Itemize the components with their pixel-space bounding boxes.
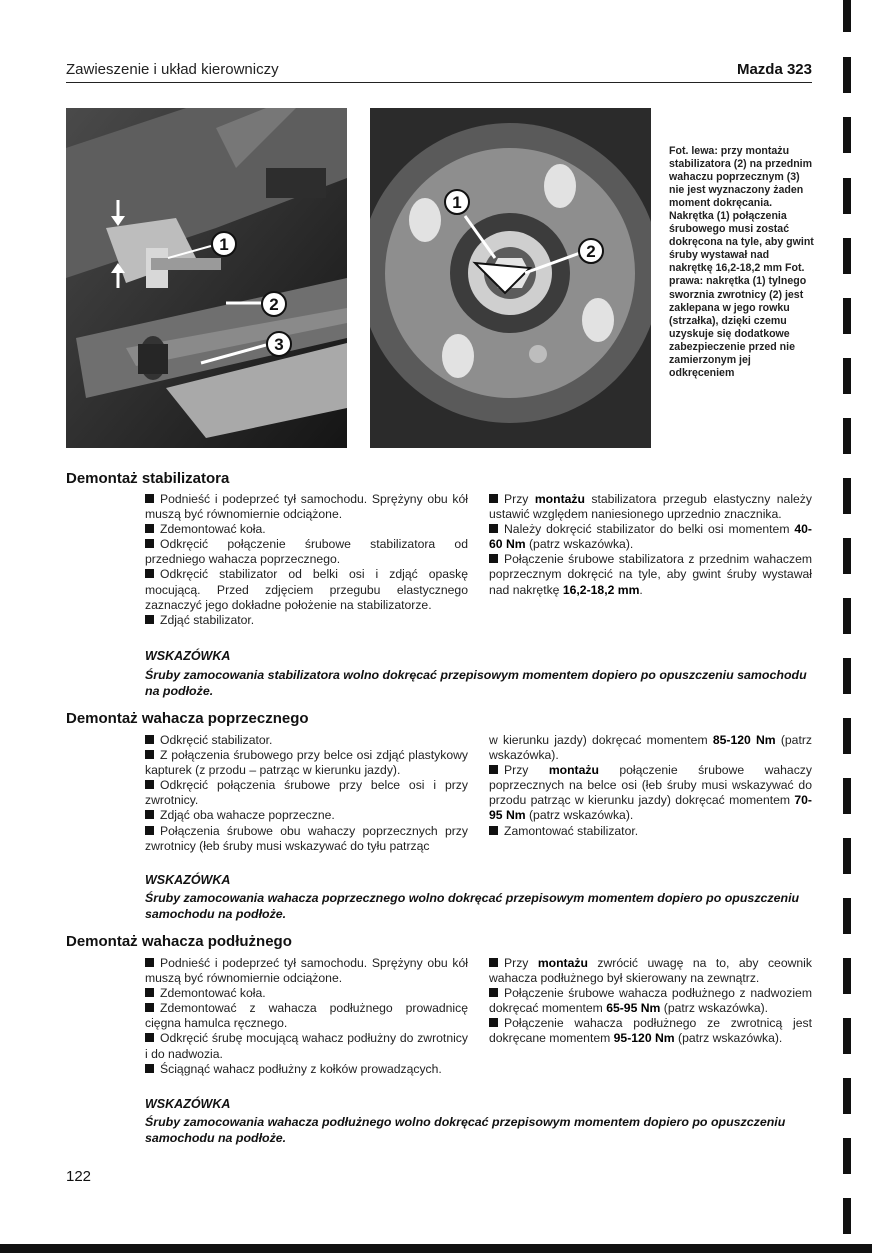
page-number: 122 <box>66 1168 92 1185</box>
note-label: WSKAZÓWKA <box>145 873 231 887</box>
edge-bar <box>843 178 851 214</box>
callout-label: 2 <box>586 242 596 261</box>
bullet-square-icon <box>145 810 154 819</box>
edge-bar <box>843 598 851 634</box>
bullet-item: Zdemontować koła. <box>145 986 468 1001</box>
bullet-item: Podnieść i podeprzeć tył samochodu. Sprężyny obu kół muszą być równomiernie odciążone. <box>145 956 468 986</box>
edge-bar <box>843 1018 851 1054</box>
bullet-item: Odkręcić śrubę mocującą wahacz podłużny do zwrotnicy i do nadwozia. <box>145 1031 468 1061</box>
bullet-item: Ściągnąć wahacz podłużny z kołków prowadzących. <box>145 1062 468 1077</box>
edge-bar <box>843 358 851 394</box>
bullet-item: Należy dokręcić stabilizator do belki osi momentem 40-60 Nm (patrz wskazówka). <box>489 522 812 552</box>
bullet-item: Odkręcić stabilizator. <box>145 733 468 748</box>
bullet-square-icon <box>145 1003 154 1012</box>
edge-bar <box>843 838 851 874</box>
section-left-column <box>145 956 468 1077</box>
bullet-square-icon <box>145 780 154 789</box>
section-title: Demontaż wahacza podłużnego <box>66 933 292 950</box>
bullet-square-icon <box>145 1033 154 1042</box>
edge-bar <box>843 478 851 514</box>
running-header-model: Mazda 323 <box>736 61 812 78</box>
bullet-item: Zdjąć stabilizator. <box>145 613 468 628</box>
edge-bar <box>843 238 851 274</box>
photo-stabilizer-mount-drawing <box>66 108 347 448</box>
photo-hub-nut <box>370 108 651 448</box>
photo-hub-nut-drawing <box>370 108 651 448</box>
bullet-item: Zdemontować z wahacza podłużnego prowadnicę cięgna hamulca ręcznego. <box>145 1001 468 1031</box>
bottom-edge-bar <box>0 1244 872 1253</box>
bullet-square-icon <box>145 569 154 578</box>
bullet-square-icon <box>145 988 154 997</box>
bullet-item: Połączenie śrubowe wahacza podłużnego z nadwoziem dokręcać momentem 65-95 Nm (patrz wskazówka). <box>489 986 812 1016</box>
edge-bar <box>843 1198 851 1234</box>
callout-label: 1 <box>452 193 462 212</box>
note-text: Śruby zamocowania wahacza poprzecznego wolno dokręcać przepisowym momentem dopiero po opuszczeniu samochodu na podłoże. <box>145 891 800 921</box>
callout-label: 1 <box>219 235 229 254</box>
bullet-item: Połączenie śrubowe stabilizatora z przednim wahaczem poprzecznym dokręcić na tyle, aby gwint śruby wystawał nad nakrętkę 16,2-18,2 mm. <box>489 552 812 597</box>
note-label: WSKAZÓWKA <box>145 1097 231 1111</box>
bullet-square-icon <box>145 750 154 759</box>
bullet-square-icon <box>489 958 498 967</box>
edge-bar <box>843 117 851 153</box>
bullet-square-icon <box>145 539 154 548</box>
edge-bar <box>843 298 851 334</box>
bullet-square-icon <box>145 1064 154 1073</box>
edge-bar <box>843 658 851 694</box>
bullet-square-icon <box>489 988 498 997</box>
bullet-square-icon <box>489 1018 498 1027</box>
bullet-square-icon <box>489 554 498 563</box>
section-right-column <box>489 492 812 598</box>
note-label: WSKAZÓWKA <box>145 649 231 663</box>
section-right-column <box>489 956 812 1047</box>
bullet-square-icon <box>145 615 154 624</box>
bullet-square-icon <box>145 958 154 967</box>
bullet-square-icon <box>145 494 154 503</box>
bullet-item: Podnieść i podeprzeć tył samochodu. Sprężyny obu kół muszą być równomiernie odciążone. <box>145 492 468 522</box>
edge-bar <box>843 418 851 454</box>
bullet-item: Zdemontować koła. <box>145 522 468 537</box>
edge-bar <box>843 0 851 32</box>
bullet-square-icon <box>489 826 498 835</box>
section-title: Demontaż wahacza poprzecznego <box>66 710 309 727</box>
section-right-column <box>489 733 812 839</box>
bullet-item: Przy montażu połączenie śrubowe wahaczy poprzecznych na belce osi (łeb śruby musi wskazywać do przodu patrząc w kierunku jazdy) dokręcać momentem 70-95 Nm (patrz wskazówka). <box>489 763 812 823</box>
bullet-item: Odkręcić połączenie śrubowe stabilizatora od przedniego wahacza poprzecznego. <box>145 537 468 567</box>
figure-caption: Fot. lewa: przy montażu stabilizatora (2) na przednim wahaczu poprzecznym (3) nie jest wyznaczony żaden moment dokręcania. Nakrętka (1) połączenia śrubowego musi zostać dokręcona na tyle, aby gwint śruby wystawał nad nakrętkę 16,2-18,2 mm Fot. prawa: nakrętka (1) tylnego sworznia zwrotnicy (2) jest zaklepana w jego rowku (strzałka), dzięki czemu uzyskuje się dodatkowe zabezpieczenie przed nie zamierzonym jej odkręceniem <box>669 145 814 379</box>
continued-text: w kierunku jazdy) dokręcać momentem 85-120 Nm (patrz wskazówka). <box>489 733 812 763</box>
callout-label: 2 <box>269 295 279 314</box>
edge-bar <box>843 1078 851 1114</box>
edge-bar <box>843 778 851 814</box>
section-title: Demontaż stabilizatora <box>66 470 230 487</box>
bullet-square-icon <box>145 735 154 744</box>
edge-bar <box>843 57 851 93</box>
note-text: Śruby zamocowania stabilizatora wolno dokręcać przepisowym momentem dopiero po opuszczeniu samochodu na podłoże. <box>145 668 807 698</box>
bullet-item: Odkręcić stabilizator od belki osi i zdjąć opaskę mocującą. Przed zdjęciem przegubu elastycznego zaznaczyć jego dokładne położenie na stabilizatorze. <box>145 567 468 612</box>
header-rule <box>66 82 812 83</box>
edge-bar <box>843 538 851 574</box>
bullet-square-icon <box>145 826 154 835</box>
edge-bar <box>843 898 851 934</box>
bullet-item: Zdjąć oba wahacze poprzeczne. <box>145 808 468 823</box>
bullet-item: Przy montażu zwrócić uwagę na to, aby ceownik wahacza podłużnego był skierowany na zewnątrz. <box>489 956 812 986</box>
running-header-section: Zawieszenie i układ kierowniczy <box>66 61 279 78</box>
bullet-item: Połączenie wahacza podłużnego ze zwrotnicą jest dokręcane momentem 95-120 Nm (patrz wskazówka). <box>489 1016 812 1046</box>
edge-bar <box>843 718 851 754</box>
photo-stabilizer-mount <box>66 108 347 448</box>
bullet-square-icon <box>489 494 498 503</box>
bullet-square-icon <box>489 524 498 533</box>
note-text: Śruby zamocowania wahacza podłużnego wolno dokręcać przepisowym momentem dopiero po opuszczeniu samochodu na podłoże. <box>145 1115 786 1145</box>
section-left-column <box>145 733 468 854</box>
callout-label: 3 <box>274 335 284 354</box>
bullet-item: Z połączenia śrubowego przy belce osi zdjąć plastykowy kapturek (z przodu – patrząc w kierunku jazdy). <box>145 748 468 778</box>
bullet-item: Zamontować stabilizator. <box>489 824 812 839</box>
edge-bar <box>843 1138 851 1174</box>
bullet-item: Połączenia śrubowe obu wahaczy poprzecznych przy zwrotnicy (łeb śruby musi wskazywać do tyłu patrząc <box>145 823 468 853</box>
bullet-square-icon <box>145 524 154 533</box>
bullet-square-icon <box>489 765 498 774</box>
section-left-column <box>145 492 468 628</box>
bullet-item: Przy montażu stabilizatora przegub elastyczny należy ustawić względem naniesionego uprzednio znacznika. <box>489 492 812 522</box>
bullet-item: Odkręcić połączenia śrubowe przy belce osi i przy zwrotnicy. <box>145 778 468 808</box>
edge-bar <box>843 958 851 994</box>
